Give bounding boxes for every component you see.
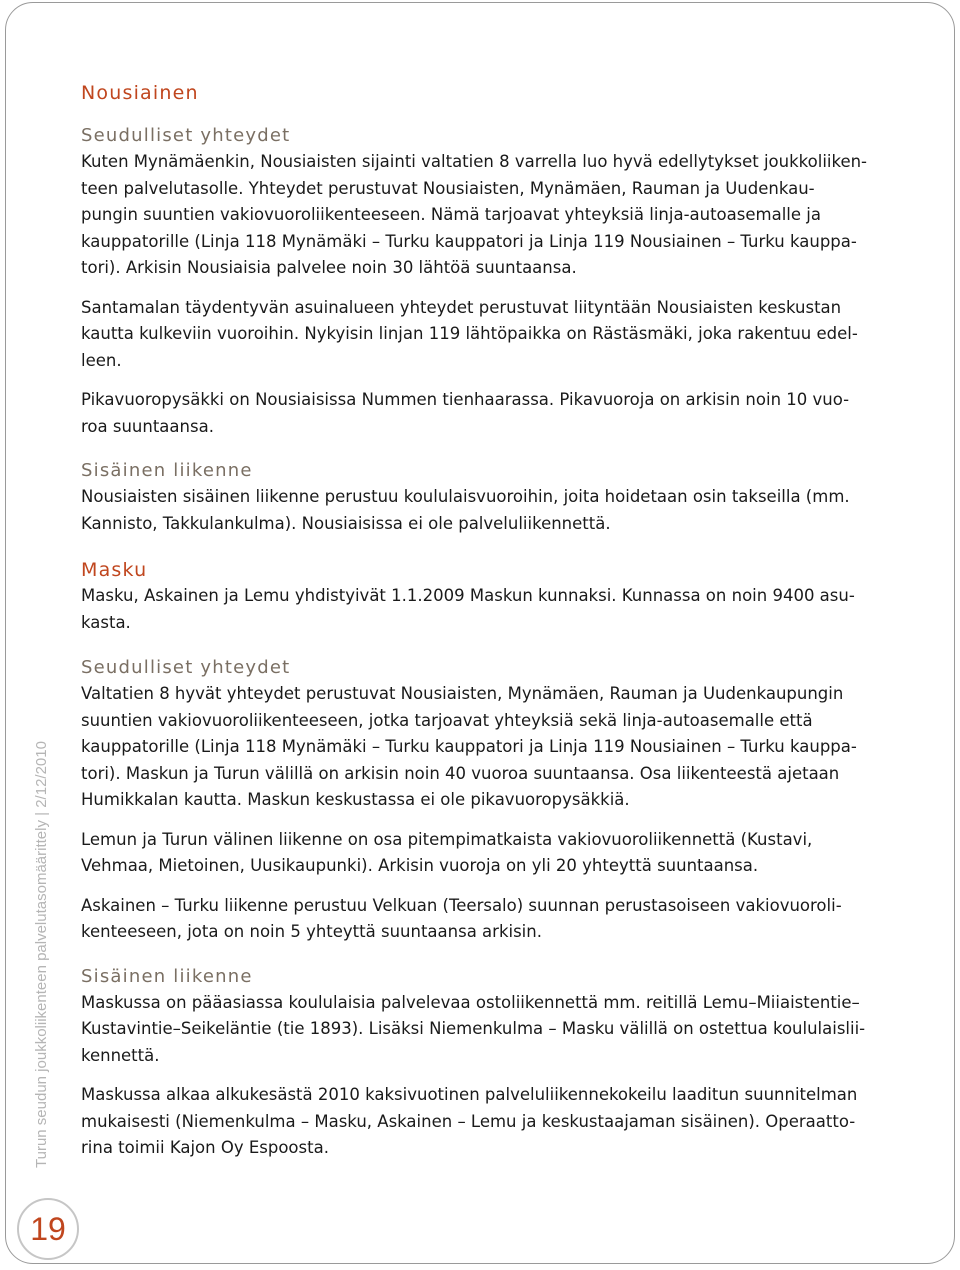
text-line: leen. bbox=[81, 350, 122, 370]
paragraph-nousiainen-seudulliset-3 bbox=[81, 387, 926, 440]
text-line: Valtatien 8 hyvät yhteydet perustuvat Nousiaisten, Mynämäen, Rauman ja Uudenkaupungin bbox=[81, 684, 844, 703]
text-line: teen palvelutasolle. Yhteydet perustuvat Nousiaisten, Mynämäen, Rauman ja Uudenkau- bbox=[81, 178, 815, 198]
subheading-nousiainen-sisainen: Sisäinen liikenne bbox=[81, 460, 253, 481]
text-line: mukaisesti (Niemenkulma – Masku, Askainen – Lemu ja keskustaajaman sisäinen). Operaatto- bbox=[81, 1111, 856, 1131]
subheading-masku-seudulliset: Seudulliset yhteydet bbox=[81, 657, 291, 678]
text-line: pungin suuntien vakiovuoroliikenteeseen. Nämä tarjoavat yhteyksiä linja-autoasemalle ja bbox=[81, 205, 821, 224]
text-line: kennettä. bbox=[81, 1045, 160, 1065]
text-line: kauppatorille (Linja 118 Mynämäki – Turku kauppatori ja Linja 119 Nousiainen – Turku kauppa- bbox=[81, 231, 857, 251]
text-line: Lemun ja Turun välinen liikenne on osa pitempimatkaista vakiovuoroliikennettä (Kustavi, bbox=[81, 829, 813, 849]
paragraph-masku-seudulliset-3 bbox=[81, 893, 926, 946]
text-line: Vehmaa, Mietoinen, Uusikaupunki). Arkisin vuoroja on yli 20 yhteyttä suuntaansa. bbox=[81, 856, 759, 875]
page-number: 19 bbox=[30, 1210, 66, 1247]
main-content bbox=[81, 80, 926, 1162]
text-line: Kustavintie–Seikeläntie (tie 1893). Lisäksi Niemenkulma – Masku välillä on ostettua koululaislii- bbox=[81, 1019, 866, 1038]
text-line: rina toimii Kajon Oy Espoosta. bbox=[81, 1138, 329, 1157]
paragraph-masku-intro bbox=[81, 583, 926, 636]
text-line: Askainen – Turku liikenne perustuu Velkuan (Teersalo) suunnan perustasoiseen vakiovuoroli- bbox=[81, 895, 842, 915]
paragraph-masku-sisainen-1 bbox=[81, 990, 926, 1070]
text-line: Pikavuoropysäkki on Nousiaisissa Nummen tienhaarassa. Pikavuoroja on arkisin noin 10 vuo- bbox=[81, 390, 850, 409]
section-title-masku: Masku bbox=[81, 559, 148, 581]
text-line: Kannisto, Takkulankulma). Nousiaisissa ei ole palveluliikennettä. bbox=[81, 513, 611, 533]
paragraph-masku-sisainen-2 bbox=[81, 1082, 926, 1162]
text-line: kasta. bbox=[81, 612, 131, 632]
text-line: roa suuntaansa. bbox=[81, 416, 214, 436]
paragraph-nousiainen-sisainen-1 bbox=[81, 484, 926, 537]
text-line: kauppatorille (Linja 118 Mynämäki – Turku kauppatori ja Linja 119 Nousiainen – Turku kauppa- bbox=[81, 737, 857, 756]
text-line: Maskussa on pääasiassa koululaisia palvelevaa ostoliikennettä mm. reitillä Lemu–Miiaistentie– bbox=[81, 992, 860, 1012]
text-line: Maskussa alkaa alkukesästä 2010 kaksivuotinen palveluliikennekokeilu laaditun suunnitelman bbox=[81, 1085, 858, 1104]
section-title-nousiainen: Nousiainen bbox=[81, 82, 199, 104]
text-line: tori). Maskun ja Turun välillä on arkisin noin 40 vuoroa suuntaansa. Osa liikenteestä ajetaan bbox=[81, 763, 840, 783]
text-line: Nousiaisten sisäinen liikenne perustuu koululaisvuoroihin, joita hoidetaan osin takseilla (mm. bbox=[81, 487, 850, 506]
text-line: kautta kulkeviin vuoroihin. Nykyisin linjan 119 lähtöpaikka on Rästäsmäki, joka rakentuu edel- bbox=[81, 324, 858, 343]
subheading-masku-sisainen: Sisäinen liikenne bbox=[81, 965, 253, 987]
paragraph-nousiainen-seudulliset-2 bbox=[81, 295, 926, 375]
paragraph-masku-seudulliset-1 bbox=[81, 681, 926, 814]
paragraph-nousiainen-seudulliset-1 bbox=[81, 149, 926, 282]
text-line: Humikkalan kautta. Maskun keskustassa ei ole pikavuoropysäkkiä. bbox=[81, 790, 630, 809]
text-line: suuntien vakiovuoroliikenteeseen, jotka tarjoavat yhteyksiä sekä linja-autoasemalle että bbox=[81, 710, 813, 730]
text-line: Masku, Askainen ja Lemu yhdistyivät 1.1.2009 Maskun kunnaksi. Kunnassa on noin 9400 asu- bbox=[81, 586, 855, 605]
page-number-badge bbox=[17, 1198, 79, 1260]
subheading-nousiainen-seudulliset: Seudulliset yhteydet bbox=[81, 125, 291, 146]
sidebar-document-title: Turun seudun joukkoliikenteen palvelutasomäärittely | 2/12/2010 bbox=[33, 741, 50, 1168]
text-line: tori). Arkisin Nousiaisia palvelee noin 30 lähtöä suuntaansa. bbox=[81, 258, 577, 277]
paragraph-masku-seudulliset-2 bbox=[81, 827, 926, 880]
text-line: Santamalan täydentyvän asuinalueen yhteydet perustuvat liityntään Nousiaisten keskustan bbox=[81, 297, 842, 317]
text-line: kenteeseen, jota on noin 5 yhteyttä suuntaansa arkisin. bbox=[81, 922, 542, 941]
text-line: Kuten Mynämäenkin, Nousiaisten sijainti valtatien 8 varrella luo hyvä edellytykset joukkoliiken- bbox=[81, 152, 868, 171]
